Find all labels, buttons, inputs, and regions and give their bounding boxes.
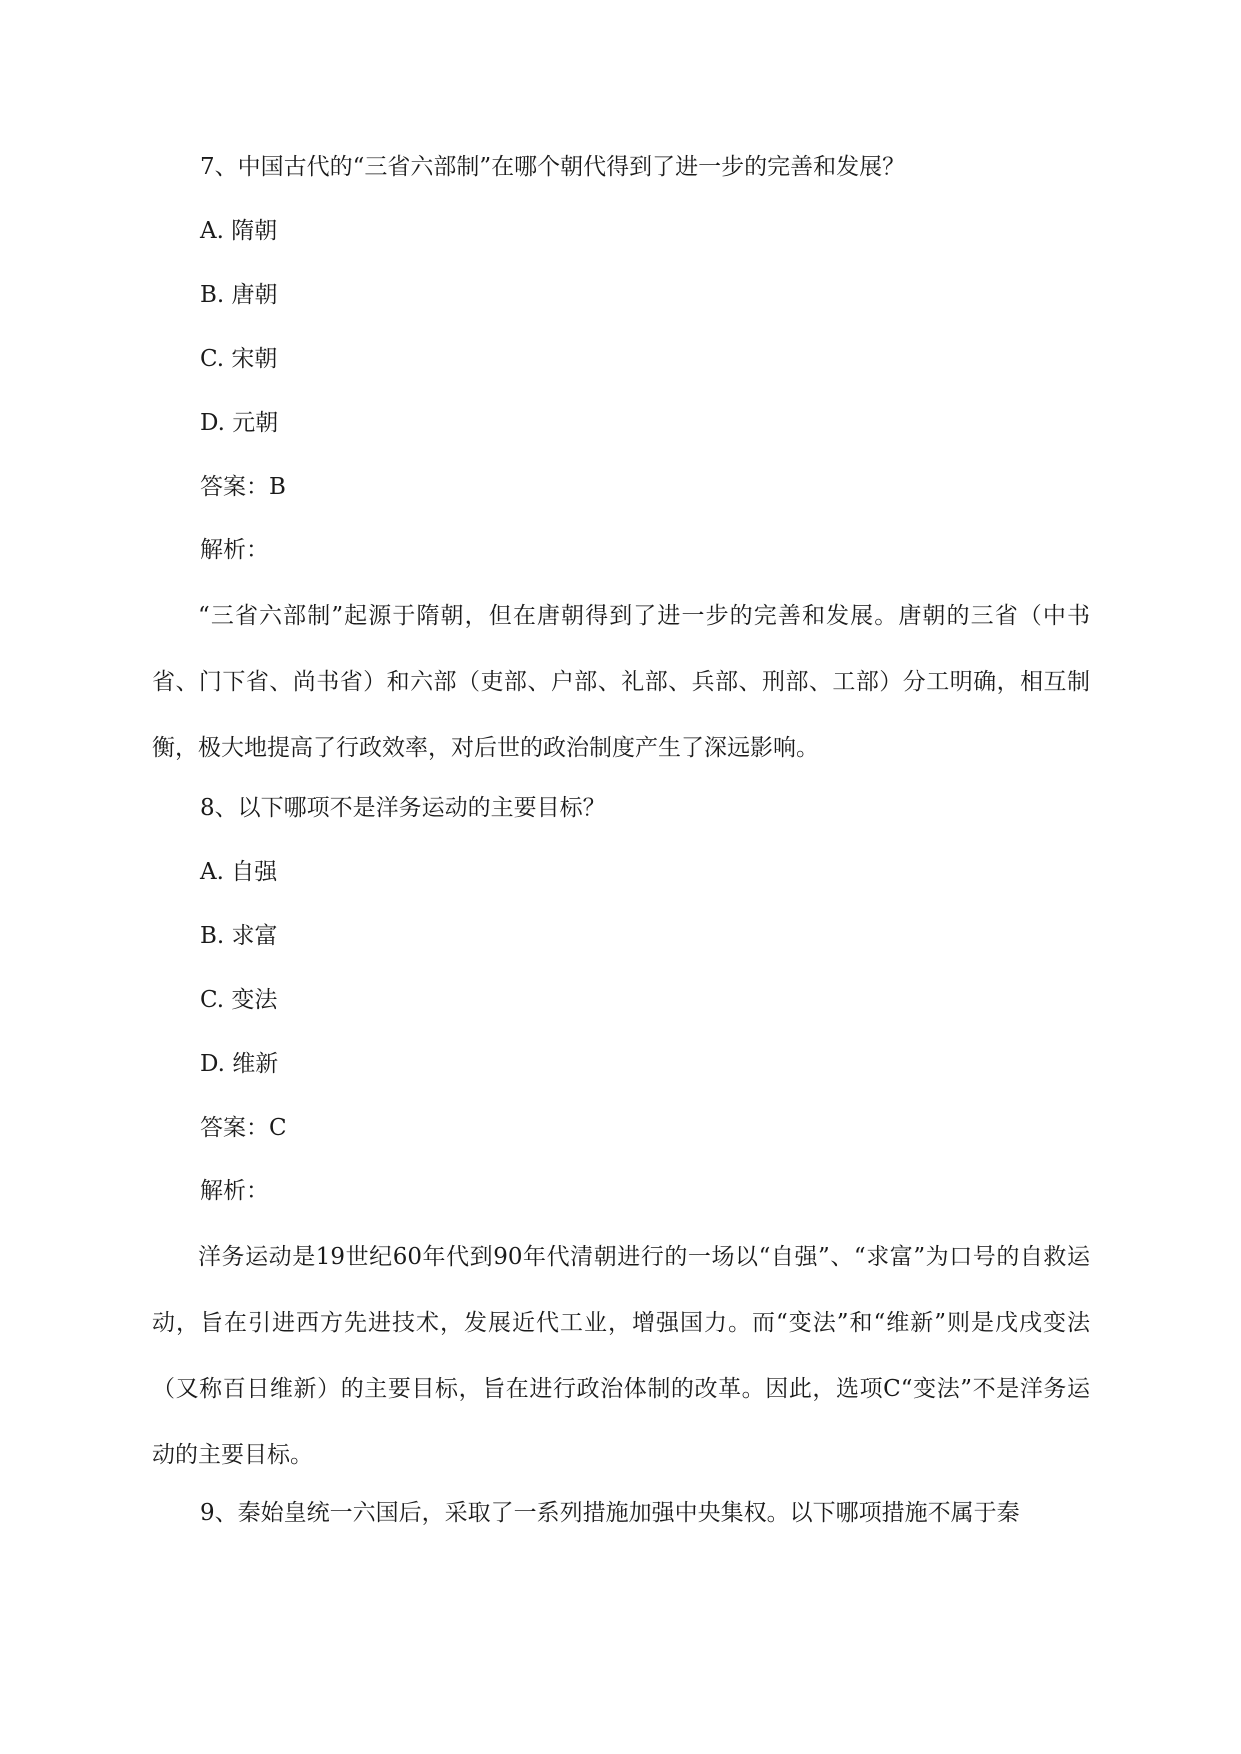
q8-option-b: B. 求富 [200,923,278,949]
q8-option-c: C. 变法 [200,987,278,1013]
q7-option-c: C. 宋朝 [200,346,278,372]
q7-analysis-label: 解析： [200,537,269,563]
q8-option-d: D. 维新 [200,1051,279,1077]
q7-analysis-text: “三省六部制”起源于隋朝，但在唐朝得到了进一步的完善和发展。唐朝的三省（中书省、门下省、尚书省）和六部（吏部、户部、礼部、兵部、刑部、工部）分工明确，相互制衡，极大地提高了行政效率，对后世的政治制度产生了深远影响。 [152,603,1090,761]
q8-answer: 答案：C [200,1115,287,1141]
q8-analysis-text: 洋务运动是19世纪60年代到90年代清朝进行的一场以“自强”、“求富”为口号的自救运动，旨在引进西方先进技术，发展近代工业，增强国力。而“变法”和“维新”则是戊戌变法（又称百日维新）的主要目标，旨在进行政治体制的改革。因此，选项C“变法”不是洋务运动的主要目标。 [152,1244,1090,1468]
q7-option-d: D. 元朝 [200,410,279,436]
q7-option-b: B. 唐朝 [200,282,278,308]
question-7: 7、中国古代的“三省六部制”在哪个朝代得到了进一步的完善和发展？ [200,154,906,180]
q8-analysis-label: 解析： [200,1178,269,1204]
q7-option-a: A. 隋朝 [200,218,278,244]
question-9: 9、秦始皇统一六国后，采取了一系列措施加强中央集权。以下哪项措施不属于秦 [200,1500,1020,1526]
q7-answer: 答案：B [200,474,286,500]
q8-option-a: A. 自强 [200,859,278,885]
question-8: 8、以下哪项不是洋务运动的主要目标？ [200,795,606,821]
